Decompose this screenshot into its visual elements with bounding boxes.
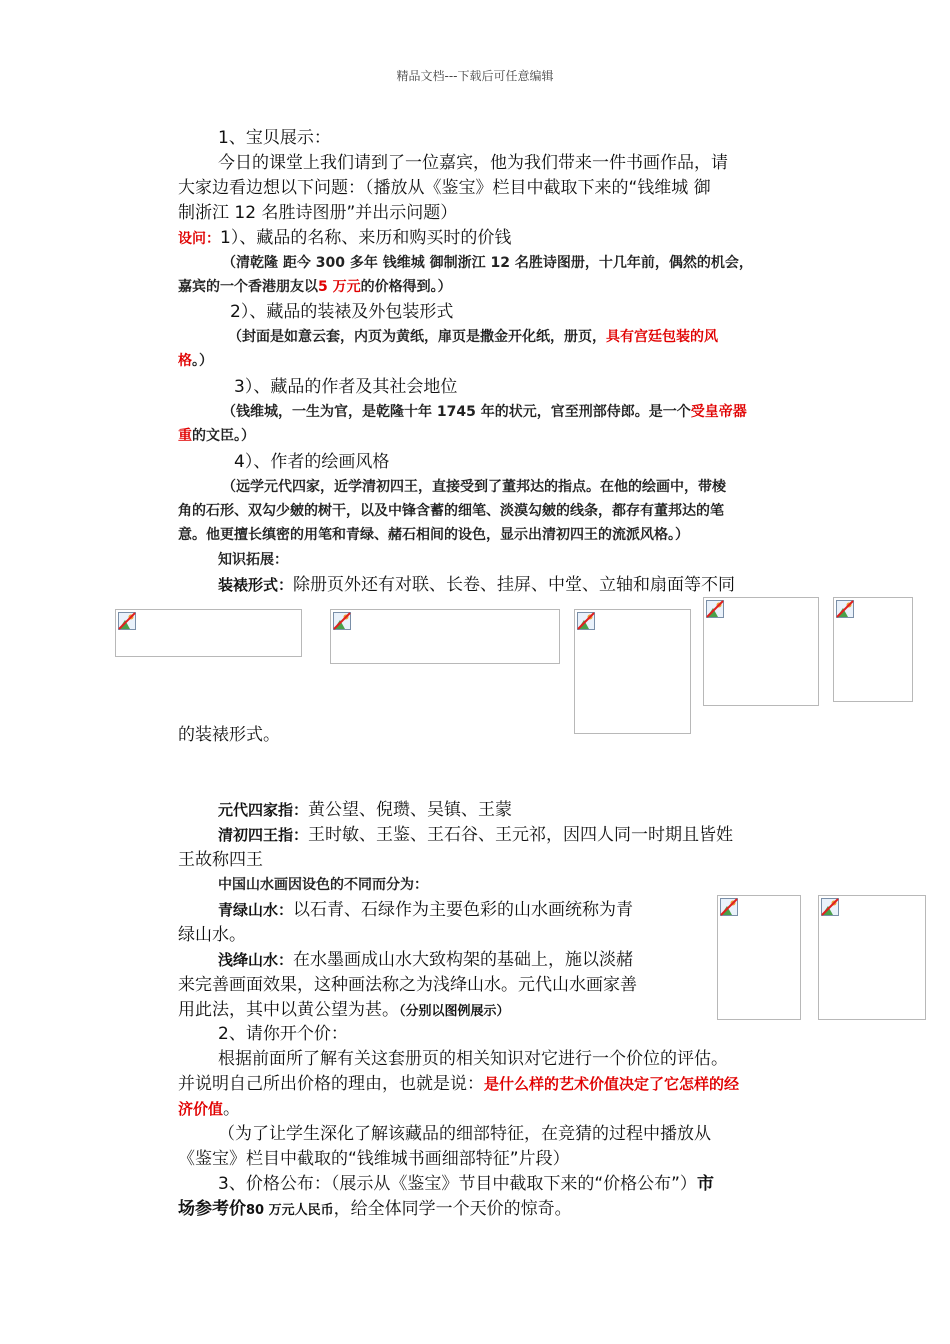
answer-3-line-1: （钱维城，一生为官，是乾隆十年 1745 年的状元，官至刑部侍郎。是一个受皇帝器	[222, 404, 747, 420]
mounting-image-4	[703, 597, 819, 706]
mounting-forms-cont: 的装裱形式。	[178, 725, 280, 745]
qianjiang-line-3: 用此法，其中以黄公望为甚。（分别以图例展示）	[178, 1000, 510, 1020]
mounting-image-2	[330, 609, 560, 664]
qinglv-landscape-cont: 绿山水。	[178, 925, 246, 945]
answer-1-line-1: （清乾隆 距今 300 多年 钱维城 御制浙江 12 名胜诗图册，十几年前，偶然的机会，	[222, 255, 753, 271]
question-3: 3）、藏品的作者及其社会地位	[234, 377, 458, 397]
mounting-image-1	[115, 609, 302, 657]
qing-four-wangs: 清初四王指：王时敏、王鉴、王石谷、王元祁，因四人同一时期且皆姓	[218, 825, 734, 845]
intro-line-1: 今日的课堂上我们请到了一位嘉宾，他为我们带来一件书画作品，请	[218, 153, 728, 173]
question-4: 4）、作者的绘画风格	[234, 452, 390, 472]
question-2: 2）、藏品的装裱及外包装形式	[230, 302, 454, 322]
answer-2-line-1: （封面是如意云套，内页为黄纸，扉页是撒金开化纸，册页，具有宫廷包装的风	[228, 329, 718, 345]
question-label: 设问：	[178, 231, 220, 247]
qing-four-wangs-cont: 王故称四王	[178, 850, 263, 870]
intro-line-2: 大家边看边想以下问题：（播放从《鉴宝》栏目中截取下来的“钱维城 御	[178, 178, 711, 198]
answer-4-line-1: （远学元代四家，近学清初四王，直接受到了董邦达的指点。在他的绘画中，带棱	[222, 479, 726, 495]
qianjiang-line-2: 来完善画面效果，这种画法称之为浅绛山水。元代山水画家善	[178, 975, 637, 995]
intro-line-3: 制浙江 12 名胜诗图册”并出示问题）	[178, 203, 458, 223]
section-2-title: 2、请你开个价：	[218, 1024, 348, 1044]
section-2-line-2: 并说明自己所出价格的理由，也就是说：是什么样的艺术价值决定了它怎样的经	[178, 1074, 740, 1094]
question-1: 设问：1）、藏品的名称、来历和购买时的价钱	[178, 228, 512, 248]
section-2-line-1: 根据前面所了解有关这套册页的相关知识对它进行一个价位的评估。	[218, 1049, 728, 1069]
mounting-image-3	[574, 609, 691, 734]
answer-1-line-2: 嘉宾的一个香港朋友以5 万元的价格得到。）	[178, 279, 452, 295]
answer-4-line-3: 意。他更擅长缜密的用笔和青绿、赭石相间的设色，显示出清初四王的流派风格。）	[178, 527, 689, 543]
broken-image-icon	[118, 612, 136, 630]
broken-image-icon	[836, 600, 854, 618]
landscape-image-1	[717, 895, 801, 1020]
broken-image-icon	[577, 612, 595, 630]
section-1-title: 1、宝贝展示：	[218, 128, 331, 148]
landscape-image-2	[818, 895, 926, 1020]
qinglv-landscape: 青绿山水：以石青、石绿作为主要色彩的山水画统称为青	[218, 900, 634, 920]
color-categories-intro: 中国山水画因设色的不同而分为：	[218, 877, 428, 893]
page-header: 精品文档---下载后可任意编辑	[396, 69, 554, 83]
broken-image-icon	[821, 898, 839, 916]
section-3-line-2: 场参考价80 万元人民币，给全体同学一个天价的惊奇。	[178, 1199, 572, 1219]
mounting-image-5	[833, 597, 913, 702]
broken-image-icon	[333, 612, 351, 630]
section-2-note-line-2: 《鉴宝》栏目中截取的“钱维城书画细部特征”片段）	[178, 1149, 570, 1169]
broken-image-icon	[720, 898, 738, 916]
section-2-line-3: 济价值。	[178, 1099, 241, 1119]
broken-image-icon	[706, 600, 724, 618]
mounting-forms: 装裱形式：除册页外还有对联、长卷、挂屏、中堂、立轴和扇面等不同	[218, 575, 736, 595]
answer-4-line-2: 角的石形、双勾少皴的树干，以及中锋含蓄的细笔、淡漠勾皴的线条，都存有董邦达的笔	[178, 503, 724, 519]
answer-3-line-2: 重的文臣。）	[178, 428, 255, 444]
qianjiang-landscape: 浅绛山水：在水墨画成山水大致构架的基础上，施以淡赭	[218, 950, 634, 970]
answer-2-line-2: 格。）	[178, 353, 213, 369]
section-3-line-1: 3、价格公布：（展示从《鉴宝》节目中截取下来的“价格公布”）市	[218, 1174, 714, 1194]
knowledge-extension-label: 知识拓展：	[218, 552, 288, 568]
section-2-note-line-1: （为了让学生深化了解该藏品的细部特征，在竞猜的过程中播放从	[218, 1124, 711, 1144]
yuan-four-masters: 元代四家指：黄公望、倪瓒、吴镇、王蒙	[218, 800, 513, 820]
